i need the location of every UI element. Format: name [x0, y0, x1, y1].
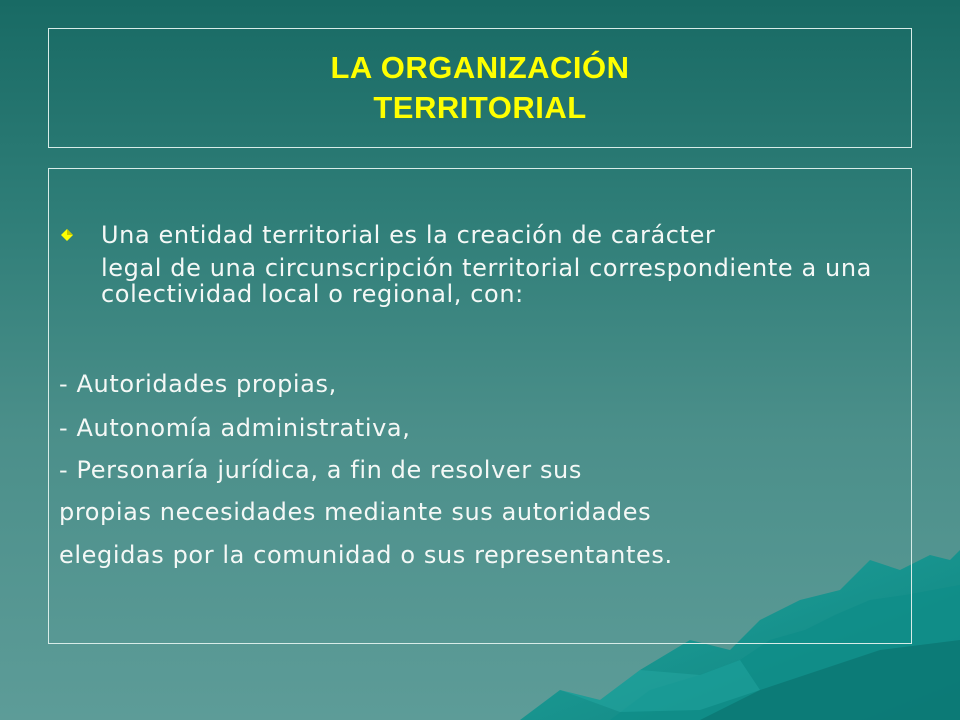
content-box	[48, 168, 912, 644]
bullet-text-continuation: legal de una circunscripción territorial correspondiente a una colectividad local o regional, con:	[101, 254, 872, 308]
list-item-autonomia: - Autonomía administrativa,	[59, 414, 411, 442]
bullet-text-first-line: Una entidad territorial es la creación de carácter	[101, 221, 716, 249]
list-item-personaria: - Personaría jurídica, a fin de resolver sus	[59, 456, 582, 484]
slide-title-line-2: TERRITORIAL	[373, 90, 587, 125]
list-item-autoridades: - Autoridades propias,	[59, 370, 337, 398]
slide-title-line-1: LA ORGANIZACIÓN	[330, 50, 630, 85]
paragraph-line-elegidas: elegidas por la comunidad o sus representantes.	[59, 541, 673, 569]
diamond-bullet-icon	[61, 229, 73, 241]
paragraph-line-necesidades: propias necesidades mediante sus autoridades	[59, 498, 652, 526]
title-box	[48, 28, 912, 148]
